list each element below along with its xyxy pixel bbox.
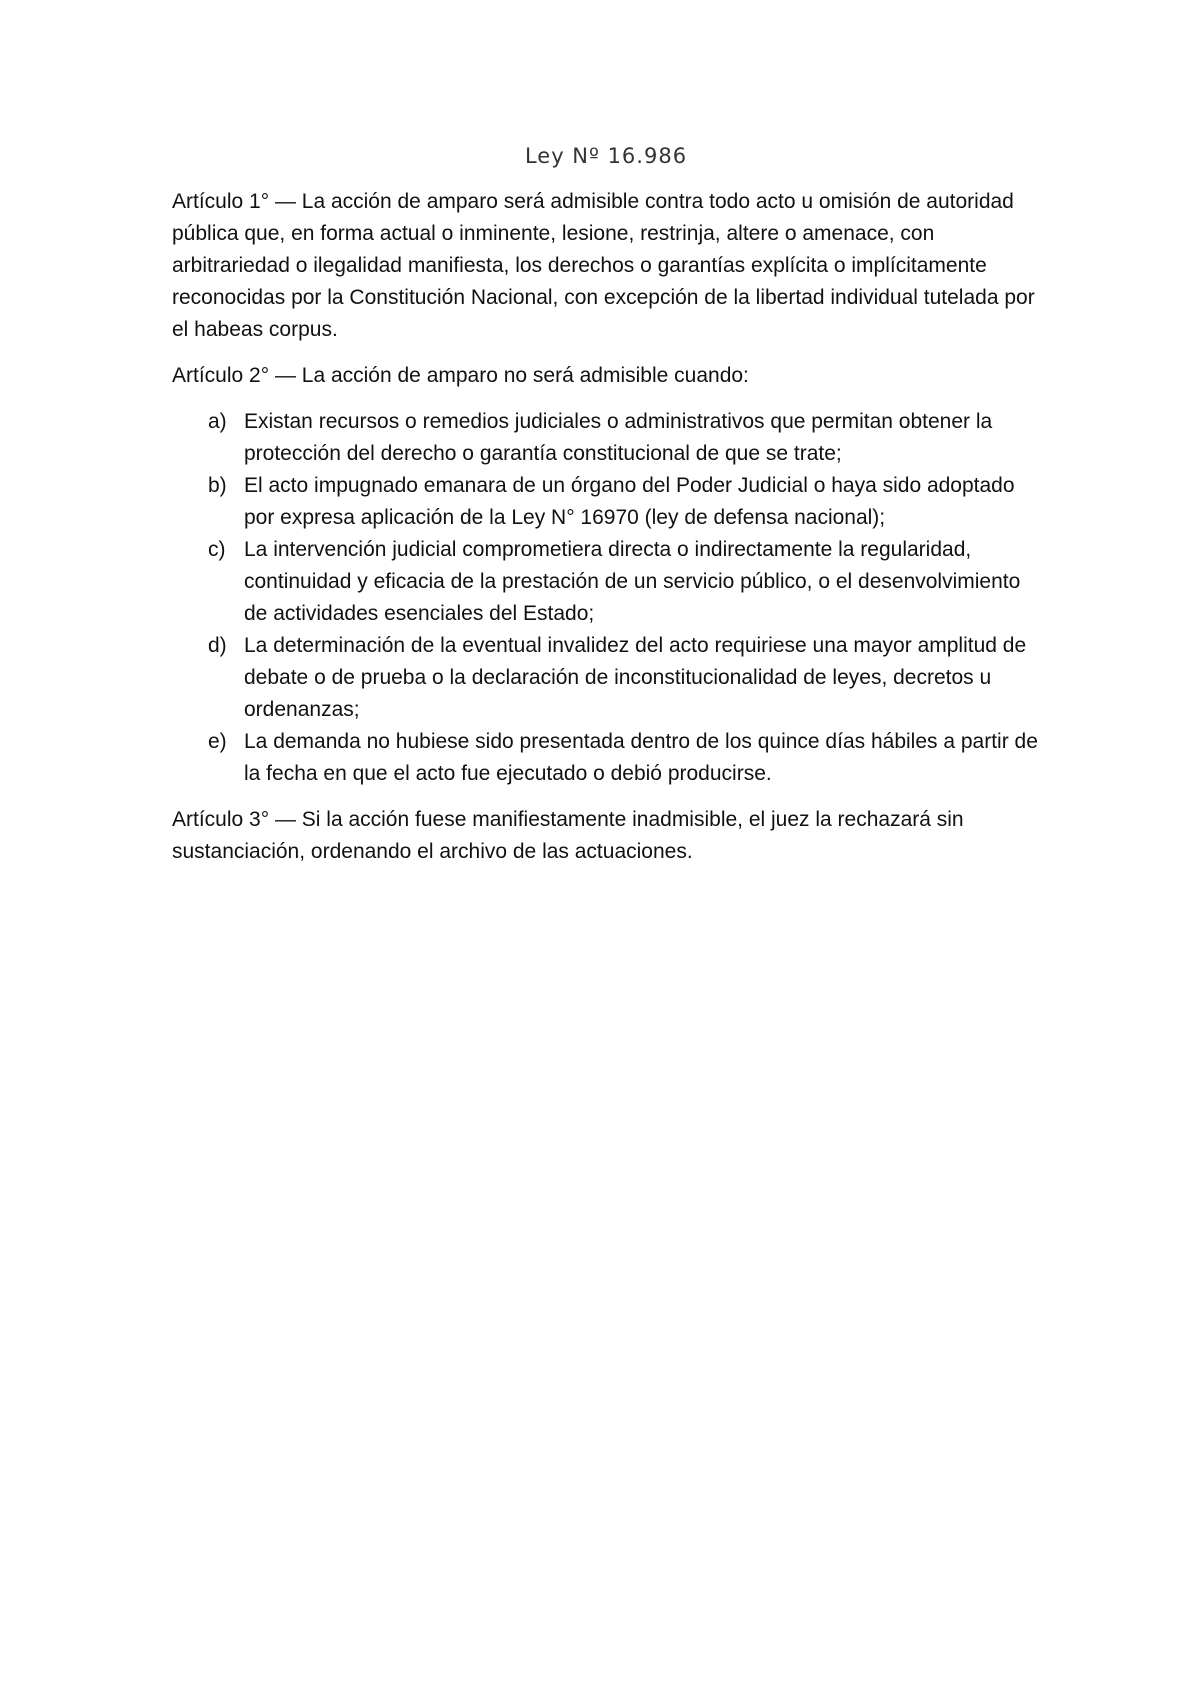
list-item-text: Existan recursos o remedios judiciales o administrativos que permitan obtener la protección del derecho o garantía constitucional de que se trate;: [244, 410, 993, 465]
list-item-text: La intervención judicial comprometiera directa o indirectamente la regularidad, continuidad y eficacia de la prestación de un servicio público, o el desenvolvimiento de actividades esenciales del Estado;: [244, 538, 1021, 625]
article-1: Artículo 1° — La acción de amparo será admisible contra todo acto u omisión de autoridad pública que, en forma actual o inminente, lesione, restrinja, altere o amenace, con arbitrariedad o ilegalidad manifiesta, los derechos o garantías explícita o implícitamente reconocidas por la Constitución Nacional, con excepción de la libertad individual tutelada por el habeas corpus.: [172, 190, 1035, 341]
list-marker: b): [208, 474, 227, 497]
list-item-text: El acto impugnado emanara de un órgano del Poder Judicial o haya sido adoptado por expresa aplicación de la Ley N° 16970 (ley de defensa nacional);: [244, 474, 1015, 529]
list-item-b: [172, 470, 1040, 534]
list-item-a: [172, 406, 1040, 470]
list-item-text: La determinación de la eventual invalidez del acto requiriese una mayor amplitud de debate o de prueba o la declaración de inconstitucionalidad de leyes, decretos u ordenanzas;: [244, 634, 1027, 721]
document-title: Ley Nº 16.986: [524, 144, 688, 168]
list-marker: d): [208, 634, 227, 657]
list-item-d: [172, 630, 1040, 726]
list-item-c: [172, 534, 1040, 630]
document-body: [172, 140, 1040, 882]
list-item-text: La demanda no hubiese sido presentada dentro de los quince días hábiles a partir de la fecha en que el acto fue ejecutado o debió producirse.: [244, 730, 1038, 785]
list-marker: a): [208, 410, 227, 433]
article-2-list: [172, 406, 1040, 790]
list-marker: c): [208, 538, 226, 561]
list-marker: e): [208, 730, 227, 753]
article-3: Artículo 3° — Si la acción fuese manifiestamente inadmisible, el juez la rechazará sin sustanciación, ordenando el archivo de las actuaciones.: [172, 808, 964, 863]
article-2-intro: Artículo 2° — La acción de amparo no será admisible cuando:: [172, 364, 749, 387]
list-item-e: [172, 726, 1040, 790]
